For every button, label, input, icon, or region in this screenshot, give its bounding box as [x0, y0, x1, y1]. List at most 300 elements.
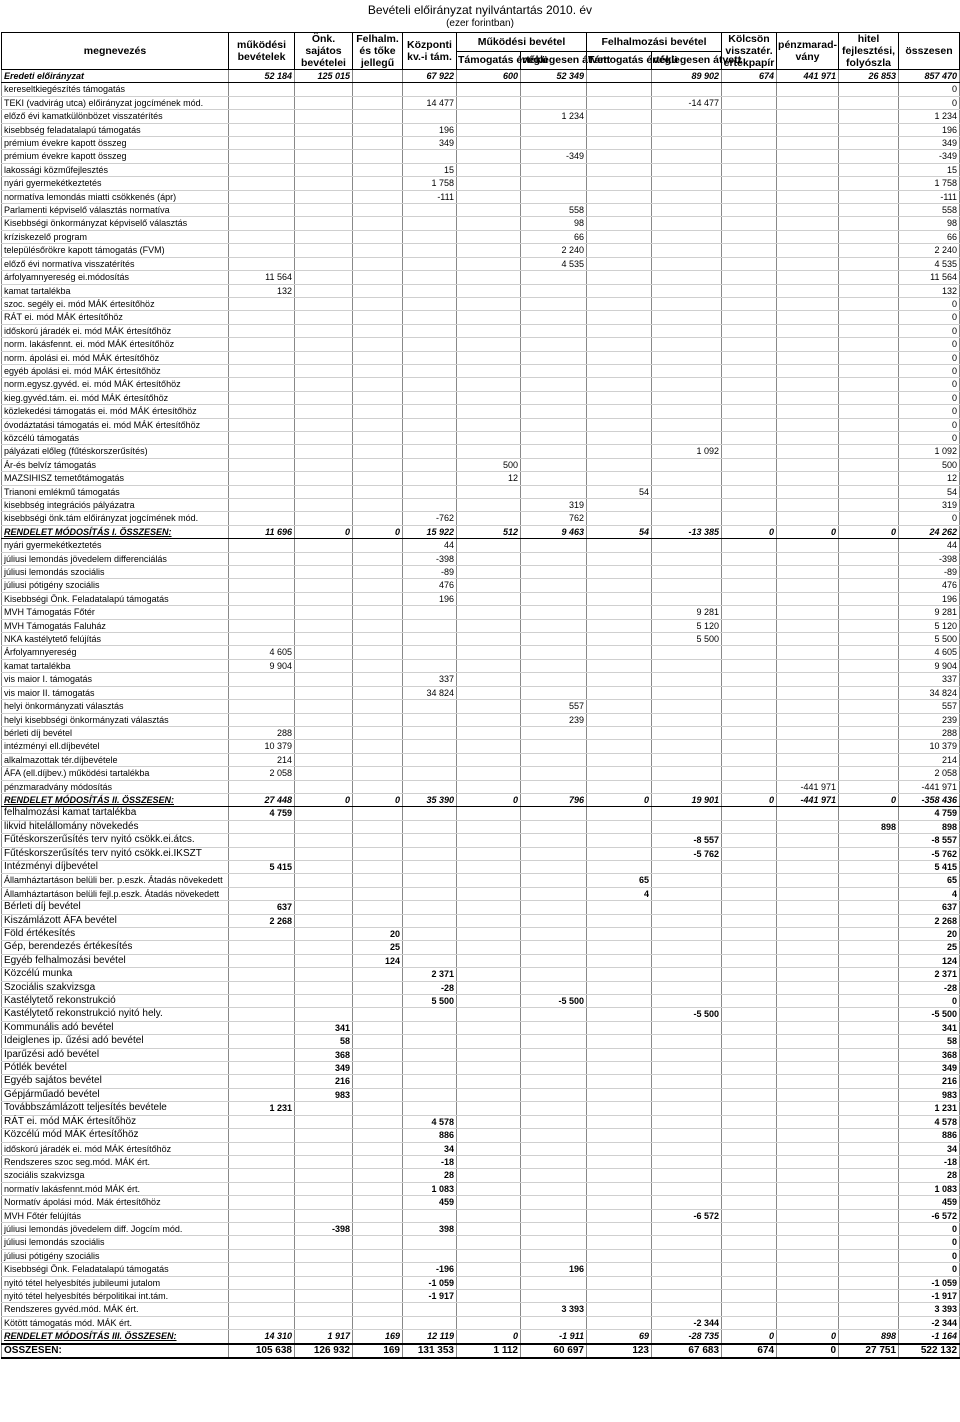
row-value: [839, 646, 899, 659]
row-value: [295, 740, 353, 753]
row-value: -349: [521, 150, 587, 163]
row-value: [457, 1196, 521, 1209]
row-value: [722, 887, 777, 900]
table-row: [2, 1155, 960, 1168]
row-value: [652, 297, 722, 310]
row-value: -111: [403, 190, 457, 203]
row-value: [521, 552, 587, 565]
row-value: [587, 83, 652, 96]
row-label: alkalmazottak tér.díjbevétele: [2, 753, 229, 766]
row-value: 214: [229, 753, 295, 766]
row-value: [229, 230, 295, 243]
row-value: [521, 659, 587, 672]
row-value: [777, 137, 839, 150]
row-value: 239: [899, 713, 960, 726]
row-label: kisebbség integrációs pályázatra: [2, 499, 229, 512]
row-value: 124: [353, 954, 403, 967]
table-row: [2, 995, 960, 1008]
row-value: 12: [899, 472, 960, 485]
row-value: [229, 257, 295, 270]
row-value: [521, 874, 587, 887]
row-value: [839, 405, 899, 418]
row-value: [722, 914, 777, 927]
row-value: [777, 1088, 839, 1101]
row-value: [587, 673, 652, 686]
row-value: [722, 995, 777, 1008]
row-label: pénzmaradvány módosítás: [2, 780, 229, 793]
row-value: [229, 1155, 295, 1168]
row-value: [521, 954, 587, 967]
row-value: [839, 257, 899, 270]
row-value: [652, 271, 722, 284]
row-value: [777, 1169, 839, 1182]
row-value: [457, 579, 521, 592]
row-value: [353, 137, 403, 150]
row-value: [587, 1316, 652, 1329]
row-value: 44: [403, 539, 457, 552]
row-value: 34: [899, 1142, 960, 1155]
row-value: [353, 726, 403, 739]
row-value: [521, 96, 587, 109]
row-value: [295, 391, 353, 404]
table-row: [2, 311, 960, 324]
table-row: [2, 646, 960, 659]
row-value: [457, 150, 521, 163]
row-value: [521, 163, 587, 176]
table-row: [2, 1129, 960, 1142]
row-value: [777, 1062, 839, 1075]
table-row: [2, 351, 960, 364]
row-value: [722, 217, 777, 230]
row-value: [839, 364, 899, 377]
table-row: [2, 217, 960, 230]
row-value: [295, 901, 353, 914]
row-label: Trianoni emlékmű támogatás: [2, 485, 229, 498]
row-value: [839, 954, 899, 967]
row-value: 15: [403, 163, 457, 176]
row-value: 9 904: [899, 659, 960, 672]
row-label: nyitó tétel helyesbítés bérpolitikai int.tám.: [2, 1289, 229, 1302]
row-value: [295, 378, 353, 391]
row-value: -18: [899, 1155, 960, 1168]
row-value: -441 971: [899, 780, 960, 793]
row-label: szoc. segély ei. mód MÁK értesítőhöz: [2, 297, 229, 310]
table-row: [2, 659, 960, 672]
table-body: [2, 70, 960, 1359]
row-value: [229, 1303, 295, 1316]
row-value: [353, 780, 403, 793]
row-value: [353, 820, 403, 833]
row-value: 132: [229, 284, 295, 297]
row-value: [839, 163, 899, 176]
table-row: [2, 1316, 960, 1329]
row-value: [521, 364, 587, 377]
table-row: [2, 418, 960, 431]
table-row: [2, 1303, 960, 1316]
row-value: [353, 445, 403, 458]
table-row: [2, 70, 960, 83]
table-row: [2, 928, 960, 941]
row-value: [521, 83, 587, 96]
row-value: [457, 1303, 521, 1316]
row-value: [587, 445, 652, 458]
row-value: [587, 1196, 652, 1209]
row-value: 169: [353, 1344, 403, 1358]
row-value: 98: [899, 217, 960, 230]
row-value: [839, 1263, 899, 1276]
row-value: [521, 1196, 587, 1209]
row-value: [353, 391, 403, 404]
row-value: [457, 928, 521, 941]
row-value: [722, 1048, 777, 1061]
row-value: [403, 324, 457, 337]
row-value: [587, 726, 652, 739]
row-value: 20: [899, 928, 960, 941]
row-label: közcélú támogatás: [2, 431, 229, 444]
row-value: [295, 137, 353, 150]
row-value: -18: [403, 1155, 457, 1168]
row-value: [457, 874, 521, 887]
row-value: [839, 1196, 899, 1209]
row-value: [652, 713, 722, 726]
row-value: [587, 1088, 652, 1101]
row-value: [353, 552, 403, 565]
row-value: [353, 70, 403, 83]
row-value: [457, 860, 521, 873]
row-value: 20: [353, 928, 403, 941]
row-value: [652, 472, 722, 485]
row-value: [652, 659, 722, 672]
row-value: [403, 753, 457, 766]
row-value: [777, 1155, 839, 1168]
row-value: [229, 499, 295, 512]
row-value: [521, 1075, 587, 1088]
row-value: [229, 619, 295, 632]
row-value: [652, 1303, 722, 1316]
row-value: [839, 914, 899, 927]
row-value: [457, 1129, 521, 1142]
row-value: [839, 284, 899, 297]
row-value: [403, 713, 457, 726]
row-value: [777, 807, 839, 820]
row-value: [295, 1142, 353, 1155]
row-value: [722, 901, 777, 914]
row-value: [229, 1129, 295, 1142]
row-value: 1 234: [899, 110, 960, 123]
row-value: [777, 713, 839, 726]
row-value: [777, 351, 839, 364]
row-value: [652, 485, 722, 498]
row-value: [353, 1102, 403, 1115]
row-value: [839, 673, 899, 686]
row-value: 0: [839, 525, 899, 538]
table-row: [2, 767, 960, 780]
row-value: [229, 1182, 295, 1195]
row-value: [587, 1062, 652, 1075]
table-row: [2, 700, 960, 713]
row-value: 0: [353, 525, 403, 538]
row-value: [457, 351, 521, 364]
row-value: [839, 1129, 899, 1142]
row-value: 0: [899, 1236, 960, 1249]
table-row: [2, 780, 960, 793]
row-value: [295, 874, 353, 887]
table-row: [2, 686, 960, 699]
row-value: [229, 378, 295, 391]
row-value: [295, 163, 353, 176]
row-value: 398: [403, 1222, 457, 1235]
row-value: [777, 472, 839, 485]
row-value: 1 231: [899, 1102, 960, 1115]
row-value: [652, 552, 722, 565]
row-value: [521, 860, 587, 873]
row-value: [229, 928, 295, 941]
row-value: [229, 1035, 295, 1048]
table-row: [2, 110, 960, 123]
row-value: [457, 378, 521, 391]
row-value: [839, 96, 899, 109]
table-row: [2, 1048, 960, 1061]
row-label: kríziskezelő program: [2, 230, 229, 243]
row-value: [457, 324, 521, 337]
row-value: 9 281: [652, 606, 722, 619]
row-value: [353, 1316, 403, 1329]
row-value: [457, 847, 521, 860]
row-value: -6 572: [899, 1209, 960, 1222]
row-value: [295, 646, 353, 659]
table-row: [2, 1330, 960, 1344]
row-value: [587, 150, 652, 163]
row-value: [777, 1142, 839, 1155]
row-value: [587, 364, 652, 377]
row-value: 0: [899, 391, 960, 404]
row-value: [457, 981, 521, 994]
table-row: [2, 914, 960, 927]
header-onk-sajatos: Önk. sajátos bevételei: [295, 33, 353, 70]
row-value: [457, 1048, 521, 1061]
row-value: [777, 820, 839, 833]
row-value: [521, 431, 587, 444]
row-value: [457, 619, 521, 632]
row-value: [353, 472, 403, 485]
row-value: [777, 767, 839, 780]
row-value: [722, 566, 777, 579]
table-row: [2, 96, 960, 109]
row-value: 216: [295, 1075, 353, 1088]
row-value: [353, 351, 403, 364]
row-value: 600: [457, 70, 521, 83]
row-value: [229, 579, 295, 592]
row-value: [521, 1021, 587, 1034]
row-value: [353, 1155, 403, 1168]
table-row: [2, 579, 960, 592]
row-value: 368: [899, 1048, 960, 1061]
row-value: [722, 1155, 777, 1168]
header-group-mukodesi-bevetel: Működési bevétel: [457, 33, 587, 52]
row-label: közlekedési támogatás ei. mód MÁK értesítőhöz: [2, 405, 229, 418]
row-value: [722, 271, 777, 284]
row-value: [229, 592, 295, 605]
row-value: [839, 271, 899, 284]
row-value: [652, 767, 722, 780]
row-value: [777, 512, 839, 525]
row-value: [295, 834, 353, 847]
row-value: [521, 1129, 587, 1142]
row-value: [229, 418, 295, 431]
row-value: 886: [403, 1129, 457, 1142]
row-value: [521, 887, 587, 900]
row-value: 105 638: [229, 1344, 295, 1358]
row-value: -398: [403, 552, 457, 565]
row-value: [295, 807, 353, 820]
row-value: [777, 954, 839, 967]
row-value: [839, 391, 899, 404]
row-value: [403, 847, 457, 860]
row-value: [777, 284, 839, 297]
table-row: [2, 968, 960, 981]
row-value: [652, 418, 722, 431]
row-value: [403, 887, 457, 900]
header-hitel: hitel fejlesztési, folyószla: [839, 33, 899, 70]
row-value: 983: [295, 1088, 353, 1101]
row-value: 4 535: [899, 257, 960, 270]
row-value: [457, 1075, 521, 1088]
row-value: [722, 1303, 777, 1316]
row-label: Ideiglenes ip. űzési adó bevétel: [2, 1035, 229, 1048]
row-value: [839, 297, 899, 310]
row-value: [229, 177, 295, 190]
row-value: [722, 177, 777, 190]
row-value: 476: [403, 579, 457, 592]
row-value: [722, 244, 777, 257]
row-value: [229, 1222, 295, 1235]
row-value: [403, 726, 457, 739]
row-label: RÁT ei. mód MÁK értesítőhöz: [2, 1115, 229, 1128]
row-value: [587, 163, 652, 176]
row-value: [777, 338, 839, 351]
row-value: [652, 1263, 722, 1276]
row-value: [839, 941, 899, 954]
row-value: [587, 284, 652, 297]
row-value: [722, 137, 777, 150]
row-value: [587, 230, 652, 243]
row-value: [839, 659, 899, 672]
table-row: [2, 150, 960, 163]
row-value: [229, 190, 295, 203]
row-value: 2 240: [521, 244, 587, 257]
row-value: [722, 1062, 777, 1075]
row-value: [777, 847, 839, 860]
row-value: [722, 1169, 777, 1182]
row-value: [521, 485, 587, 498]
row-value: [229, 391, 295, 404]
row-label: Közcélú munka: [2, 968, 229, 981]
row-value: [457, 753, 521, 766]
row-value: -28: [403, 981, 457, 994]
row-value: -762: [403, 512, 457, 525]
row-value: 11 564: [229, 271, 295, 284]
row-value: [521, 928, 587, 941]
row-value: [839, 217, 899, 230]
row-value: [521, 177, 587, 190]
row-value: [839, 1142, 899, 1155]
table-row: [2, 887, 960, 900]
row-value: [295, 123, 353, 136]
row-value: [229, 150, 295, 163]
row-value: 60 697: [521, 1344, 587, 1358]
row-value: [587, 820, 652, 833]
row-value: [295, 1263, 353, 1276]
row-value: 500: [457, 458, 521, 471]
row-value: 0: [899, 995, 960, 1008]
row-label: júliusi lemondás jövedelem diff. Jogcím mód.: [2, 1222, 229, 1235]
row-value: [353, 606, 403, 619]
row-value: [403, 860, 457, 873]
row-value: [587, 1021, 652, 1034]
row-label: helyi önkormányzati választás: [2, 700, 229, 713]
row-value: 124: [899, 954, 960, 967]
row-value: [839, 1021, 899, 1034]
table-row: [2, 954, 960, 967]
row-label: RENDELET MÓDOSÍTÁS II. ÖSSZESEN:: [2, 793, 229, 806]
row-value: [295, 311, 353, 324]
row-value: [777, 1021, 839, 1034]
row-value: 5 415: [899, 860, 960, 873]
row-value: [521, 592, 587, 605]
row-value: 459: [899, 1196, 960, 1209]
row-value: [457, 1289, 521, 1302]
row-value: 674: [722, 70, 777, 83]
row-value: 0: [295, 793, 353, 806]
row-value: [457, 1142, 521, 1155]
row-label: normatív lakásfennt.mód MÁK ért.: [2, 1182, 229, 1195]
table-row: [2, 606, 960, 619]
row-value: [722, 405, 777, 418]
row-value: [587, 1048, 652, 1061]
row-value: [295, 472, 353, 485]
row-value: [587, 204, 652, 217]
table-row: [2, 619, 960, 632]
row-value: 5 500: [403, 995, 457, 1008]
row-value: [403, 230, 457, 243]
table-row: [2, 1115, 960, 1128]
row-value: -196: [403, 1263, 457, 1276]
row-value: [652, 123, 722, 136]
row-value: [839, 860, 899, 873]
row-value: [229, 123, 295, 136]
row-value: 3 393: [521, 1303, 587, 1316]
row-label: pályázati előleg (fűtéskorszerűsítés): [2, 445, 229, 458]
row-value: 1 083: [403, 1182, 457, 1195]
row-label: óvodáztatási támogatás ei. mód MÁK értesítőhöz: [2, 418, 229, 431]
row-value: 0: [722, 525, 777, 538]
row-value: [777, 257, 839, 270]
row-label: helyi kisebbségi önkormányzati választás: [2, 713, 229, 726]
row-value: 4 535: [521, 257, 587, 270]
row-value: [587, 190, 652, 203]
row-value: [652, 1088, 722, 1101]
row-label: normatíva lemondás miatti csökkenés (ápr): [2, 190, 229, 203]
row-value: [403, 1075, 457, 1088]
table-row: [2, 673, 960, 686]
row-label: MVH Főtér felújítás: [2, 1209, 229, 1222]
row-value: [295, 1169, 353, 1182]
row-value: [403, 445, 457, 458]
table-row: [2, 1276, 960, 1289]
row-label: kisebbség feladatalapú támogatás: [2, 123, 229, 136]
row-value: 0: [295, 525, 353, 538]
row-value: [457, 606, 521, 619]
